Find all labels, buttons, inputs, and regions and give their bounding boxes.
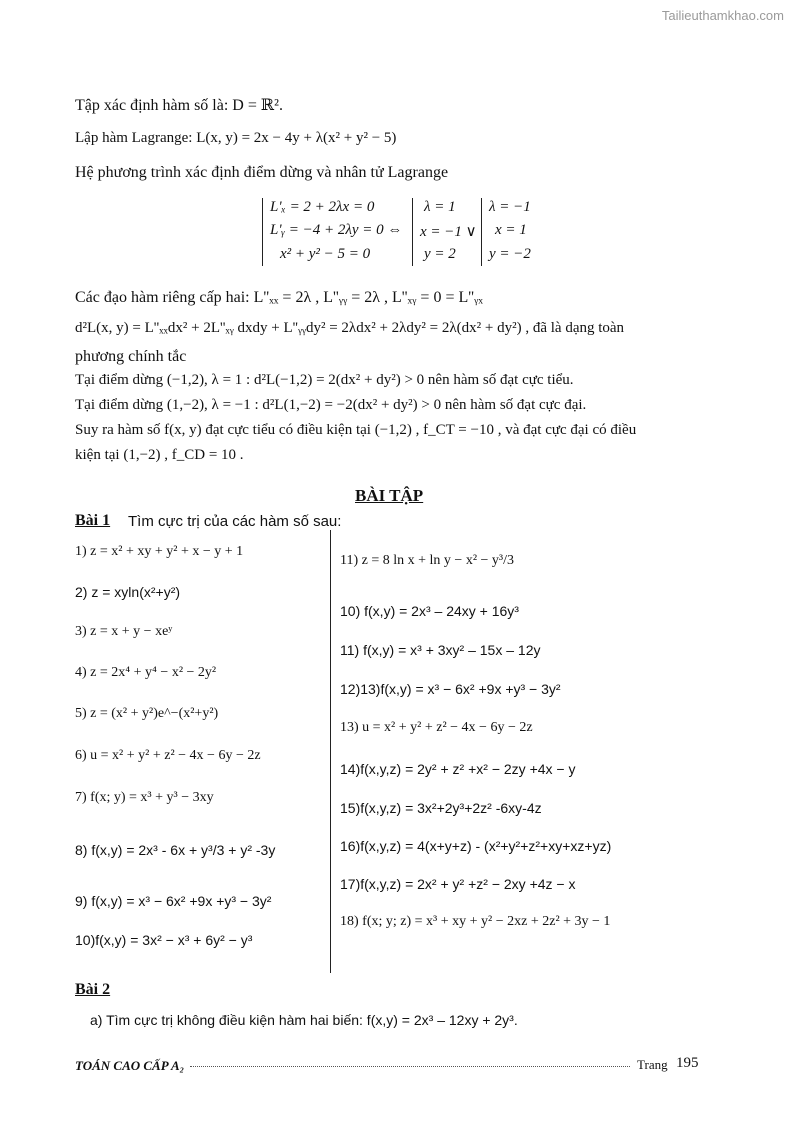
list-item: 2) z = xyln(x²+y²) <box>75 584 181 600</box>
system-right-2: x = 1 <box>495 222 527 238</box>
list-item: 8) f(x,y) = 2x³ - 6x + y³/3 + y² -3y <box>75 842 276 858</box>
system-mid-1: λ = 1 <box>424 199 456 215</box>
system-left-1: L'ₓ = 2 + 2λx = 0 <box>270 199 375 215</box>
lagrange-line: Lập hàm Lagrange: L(x, y) = 2x − 4y + λ(x² + y² − 5) <box>75 130 397 146</box>
page-number: 195 <box>676 1055 699 1071</box>
bai2-label: Bài 2 <box>75 981 111 998</box>
list-item: 5) z = (x² + y²)e^−(x²+y²) <box>75 706 219 721</box>
list-item: 11) f(x,y) = x³ + 3xy² – 15x – 12y <box>340 642 541 658</box>
d2-line-2: phương chính tắc <box>75 348 187 365</box>
d2-line-1: d²L(x, y) = L''ₓₓdx² + 2L''ₓᵧ dxdy + L''ᵧᵧdy² = 2λdx² + 2λdy² = 2λ(dx² + dy²) , đã là dạng toàn <box>75 320 625 336</box>
footer-title: TOÁN CAO CẤP A₂ <box>75 1058 185 1073</box>
bai2-a: a) Tìm cực trị không điều kiện hàm hai biến: f(x,y) = 2x³ – 12xy + 2y³. <box>90 1012 518 1028</box>
list-item: 15)f(x,y,z) = 3x²+2y³+2z² -6xy-4z <box>340 800 542 816</box>
footer-dots <box>190 1066 630 1067</box>
bai1-label: Bài 1 <box>75 512 111 529</box>
page-label: Trang <box>637 1057 668 1072</box>
list-item: 9) f(x,y) = x³ − 6x² +9x +y³ − 3y² <box>75 893 272 909</box>
list-item: 10)f(x,y) = 3x² − x³ + 6y² − y³ <box>75 932 253 948</box>
conclusion-1: Suy ra hàm số f(x, y) đạt cực tiểu có điều kiện tại (−1,2) , f_CT = −10 , và đạt cực đại có điều <box>75 422 637 438</box>
list-item: 4) z = 2x⁴ + y⁴ − x² − 2y² <box>75 665 217 680</box>
list-item: 6) u = x² + y² + z² − 4x − 6y − 2z <box>75 748 261 763</box>
bai1-text: Tìm cực trị của các hàm số sau: <box>128 513 342 530</box>
system-right-3: y = −2 <box>489 246 531 262</box>
list-item: 11) z = 8 ln x + ln y − x² − y³/3 <box>340 553 515 568</box>
list-item: 1) z = x² + xy + y² + x − y + 1 <box>75 544 244 559</box>
system-right-1: λ = −1 <box>489 199 531 215</box>
brace-mid <box>412 198 413 266</box>
system-intro: Hệ phương trình xác định điểm dừng và nhân tử Lagrange <box>75 164 449 181</box>
point-2: Tại điểm dừng (1,−2), λ = −1 : d²L(1,−2) = −2(dx² + dy²) > 0 nên hàm số đạt cực đại. <box>75 397 587 413</box>
point-1: Tại điểm dừng (−1,2), λ = 1 : d²L(−1,2) = 2(dx² + dy²) > 0 nên hàm số đạt cực tiểu. <box>75 372 574 388</box>
brace-right <box>481 198 482 266</box>
system-left-3: x² + y² − 5 = 0 <box>280 246 371 262</box>
brace-left <box>262 198 263 266</box>
watermark: Tailieuthamkhao.com <box>661 8 784 23</box>
list-item: 18) f(x; y; z) = x³ + xy + y² − 2xz + 2z² + 3y − 1 <box>340 914 611 929</box>
conclusion-2: kiện tại (1,−2) , f_CD = 10 . <box>75 447 244 463</box>
exercises-title: BÀI TẬP <box>355 486 424 505</box>
system-mid-2: x = −1 ∨ <box>420 224 477 240</box>
list-item: 16)f(x,y,z) = 4(x+y+z) - (x²+y²+z²+xy+xz+yz) <box>340 838 612 854</box>
column-divider <box>330 530 331 973</box>
list-item: 12)13)f(x,y) = x³ − 6x² +9x +y³ − 3y² <box>340 681 561 697</box>
system-mid-3: y = 2 <box>424 246 456 262</box>
list-item: 13) u = x² + y² + z² − 4x − 6y − 2z <box>340 720 533 735</box>
system-left-2: L'ᵧ = −4 + 2λy = 0 ⇔ <box>270 222 403 238</box>
list-item: 14)f(x,y,z) = 2y² + z² +x² − 2zy +4x − y <box>340 761 576 777</box>
list-item: 7) f(x; y) = x³ + y³ − 3xy <box>75 790 214 805</box>
domain-line: Tập xác định hàm số là: D = ℝ². <box>75 97 283 114</box>
list-item: 10) f(x,y) = 2x³ – 24xy + 16y³ <box>340 603 519 619</box>
second-derivs: Các đạo hàm riêng cấp hai: L''ₓₓ = 2λ , L''ᵧᵧ = 2λ , L''ₓᵧ = 0 = L''ᵧₓ <box>75 289 483 306</box>
list-item: 17)f(x,y,z) = 2x² + y² +z² − 2xy +4z − x <box>340 876 576 892</box>
list-item: 3) z = x + y − xeʸ <box>75 624 173 639</box>
